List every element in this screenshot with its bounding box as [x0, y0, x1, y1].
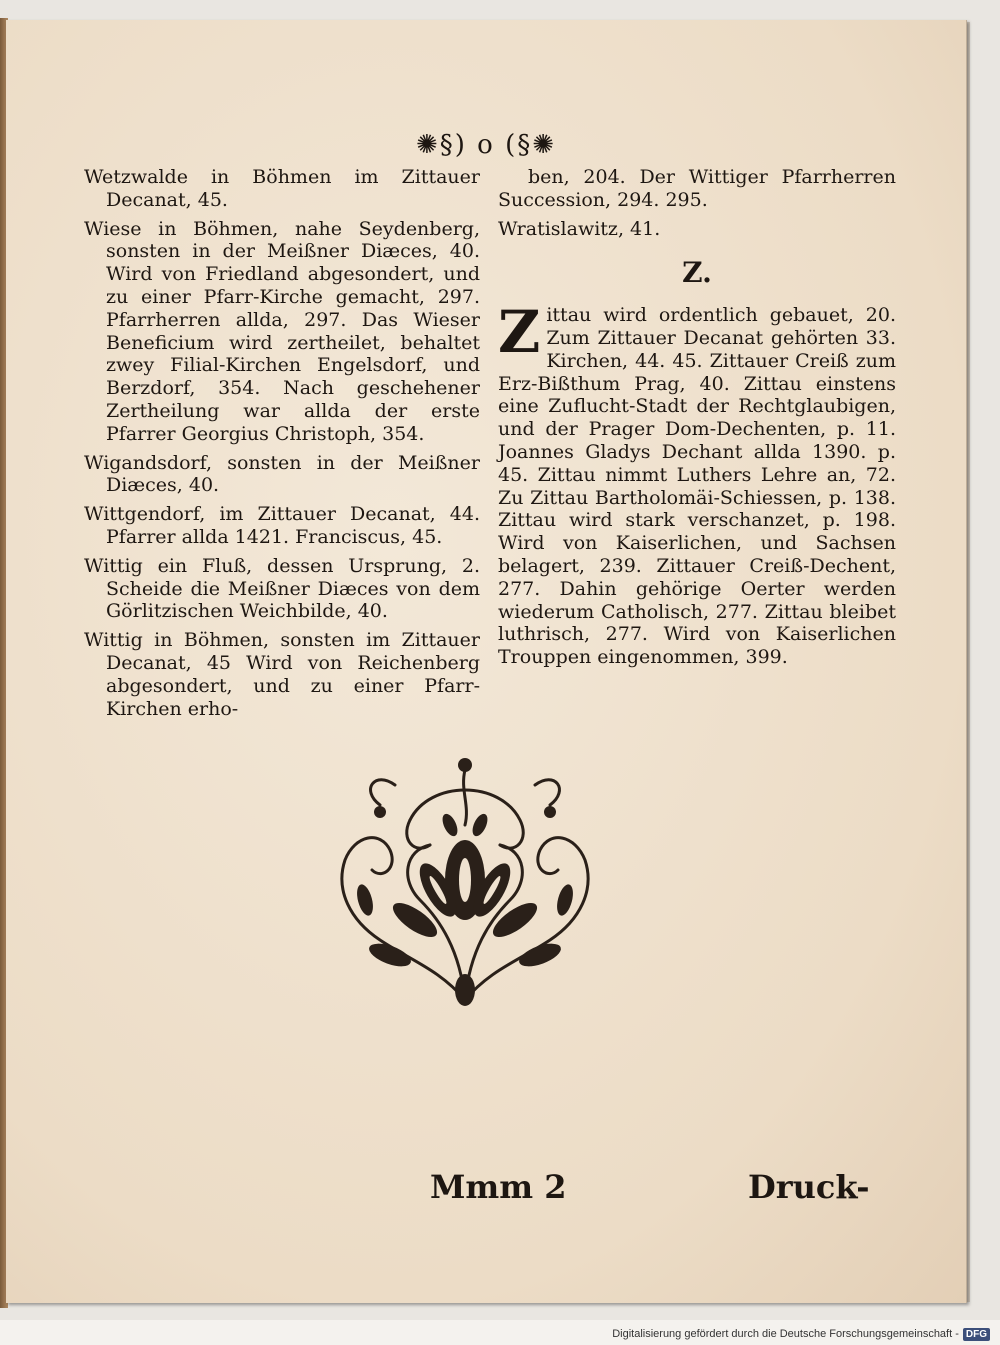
continuation-text: ben, 204. Der Wittiger Pfarrherren Succession, 294. 295.: [498, 166, 896, 211]
book-page: [6, 20, 967, 1303]
index-entry: Wittig in Böhmen, sonsten im Zittauer Decanat, 45 Wird von Reichenberg abgesondert, und zu einer Pfarr-Kirchen erho-: [84, 629, 480, 720]
section-heading-z: Z.: [682, 256, 712, 290]
left-column: [84, 166, 480, 726]
floral-vignette-ornament: [320, 750, 610, 1015]
index-entry: Wiese in Böhmen, nahe Seydenberg, sonsten in der Meißner Diæces, 40. Wird von Friedland abgesondert, und zu einer Pfarr-Kirche gemacht, 297. Pfarrherren allda, 297. Das Wieser Beneficium wird zertheilet, behaltet zwey Filial-Kirchen Engelsdorf, und Berzdorf, 354. Nach geschehener Zertheilung war allda der erste Pfarrer Georgius Christoph, 354.: [84, 217, 480, 445]
catchword: Druck-: [748, 1168, 870, 1206]
index-entry-zittau: [498, 298, 896, 669]
dfg-notice-text: Digitalisierung gefördert durch die Deutsche Forschungsgemeinschaft -: [612, 1328, 959, 1340]
page-header-ornament: ✺§) o (§✺: [415, 130, 557, 160]
dfg-funding-notice: [612, 1326, 990, 1342]
zittau-entry-text: ittau wird ordentlich gebauet, 20. Zum Zittauer Decanat gehörten 33. Kirchen, 44. 45. Zittauer Creiß zum Erz-Bißthum Prag, 40. Zittau einstens eine Zuflucht-Stadt der Rechtglaubigen, und der Prager Dom-Dechenten, p. 11. Joannes Gladys Dechant allda 1390. p. 45. Zittau nimmt Luthers Lehre an, 72. Zu Zittau Bartholomäi-Schiessen, p. 138. Zittau wird stark verschanzet, p. 198. Wird von Kaiserlichen, und Sachsen belagert, 239. Zittauer Creiß-Dechent, 277. Dahin gehörige Oerter werden wiederum Catholisch, 277. Zittau bleibet luthrisch, 277. Wird von Kaiserlichen Trouppen eingenommen, 399.: [498, 304, 896, 669]
index-entry-continuation: [498, 166, 896, 212]
index-entry: Wittgendorf, im Zittauer Decanat, 44. Pfarrer allda 1421. Franciscus, 45.: [84, 503, 480, 548]
dfg-logo-icon: DFG: [963, 1328, 990, 1341]
right-column: [498, 166, 896, 688]
index-entry: Wratislawitz, 41.: [498, 217, 661, 240]
index-entry: Wittig ein Fluß, dessen Ursprung, 2. Scheide die Meißner Diæces von dem Görlitzischen Weichbilde, 40.: [84, 554, 480, 623]
signature-mark: Mmm 2: [430, 1168, 567, 1206]
index-entry: Wigandsdorf, sonsten in der Meißner Diæces, 40.: [84, 451, 480, 497]
index-entry: Wetzwalde in Böhmen im Zittauer Decanat, 45.: [84, 166, 480, 211]
drop-cap-letter: Z: [498, 298, 541, 367]
